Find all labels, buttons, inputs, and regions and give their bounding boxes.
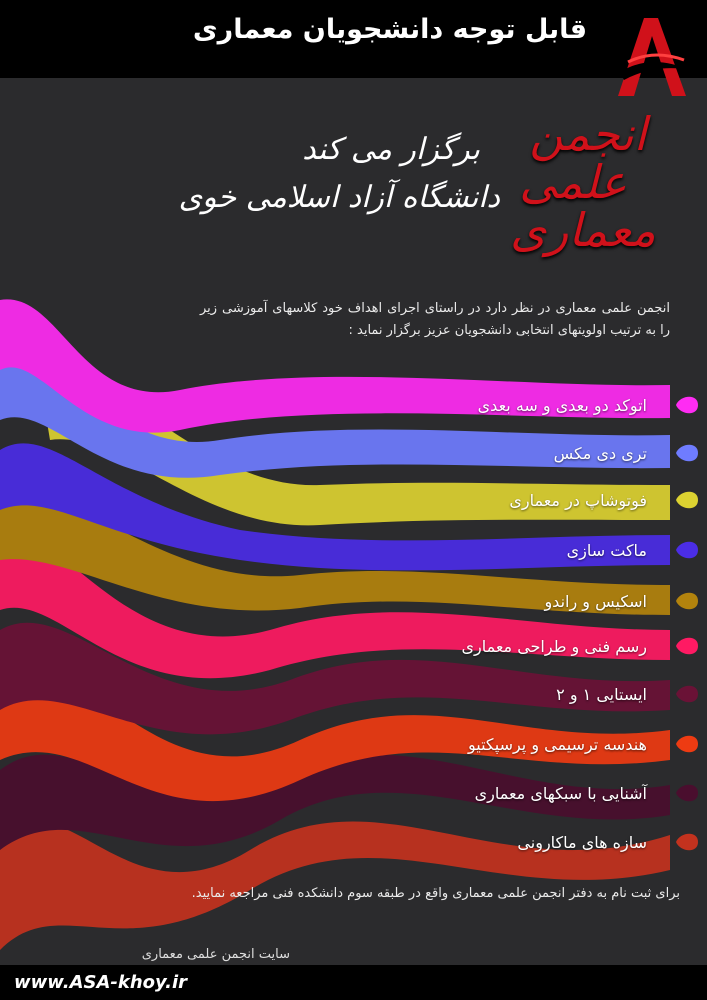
drop-shape [676,736,698,753]
page-title: قابل توجه دانشجویان معماری [192,14,587,45]
course-8: هندسه ترسیمی و پرسپکتیو [467,735,647,754]
course-6-drop-icon [674,634,700,658]
drop-shape [676,492,698,509]
drop-shape [676,834,698,851]
logo-icon [610,14,694,104]
course-7-drop-icon [674,682,700,706]
course-3: فوتوشاپ در معماری [509,491,647,510]
course-6: رسم فنی و طراحی معماری [461,637,647,656]
course-4-drop-icon [674,538,700,562]
course-4: ماکت سازی [566,541,647,560]
drop-shape [676,445,698,462]
drop-shape [676,638,698,655]
organizer-line-2: دانشگاه آزاد اسلامی خوی [178,180,500,215]
drop-shape [676,542,698,559]
course-9: آشنایی با سبکهای معماری [474,784,647,803]
society-name [478,107,698,257]
website-link[interactable]: www.ASA-khoy.ir [14,972,187,993]
course-5: اسکیس و راندو [544,592,647,611]
course-5-drop-icon [674,589,700,613]
course-3-drop-icon [674,488,700,512]
course-1: اتوکد دو بعدی و سه بعدی [477,396,647,415]
course-2: تری دی مکس [553,444,647,463]
society-name-line-2: علمی [519,155,627,209]
society-name-line-1: انجمن [529,107,647,161]
registration-note: برای ثبت نام به دفتر انجمن علمی معماری واقع در طبقه سوم دانشکده فنی مراجعه نمایید. [191,886,680,901]
intro-paragraph: انجمن علمی معماری در نظر دارد در راستای اجرای اهداف خود کلاسهای آموزشی زیر را به ترتیب اولویتهای انتخابی دانشجویان عزیز برگزار نماید : [200,301,670,338]
drop-shape [676,397,698,414]
course-10-drop-icon [674,830,700,854]
course-8-drop-icon [674,732,700,756]
course-9-drop-icon [674,781,700,805]
course-7: ایستایی ۱ و ۲ [556,685,647,704]
drop-shape [676,686,698,703]
course-1-drop-icon [674,393,700,417]
society-name-line-3: معماری [510,203,656,257]
organizer-line-1: برگزار می کند [302,132,480,167]
drop-shape [676,593,698,610]
drop-shape [676,785,698,802]
course-2-drop-icon [674,441,700,465]
course-10: سازه های ماکارونی [517,833,647,852]
site-label: سایت انجمن علمی معماری [141,947,290,962]
